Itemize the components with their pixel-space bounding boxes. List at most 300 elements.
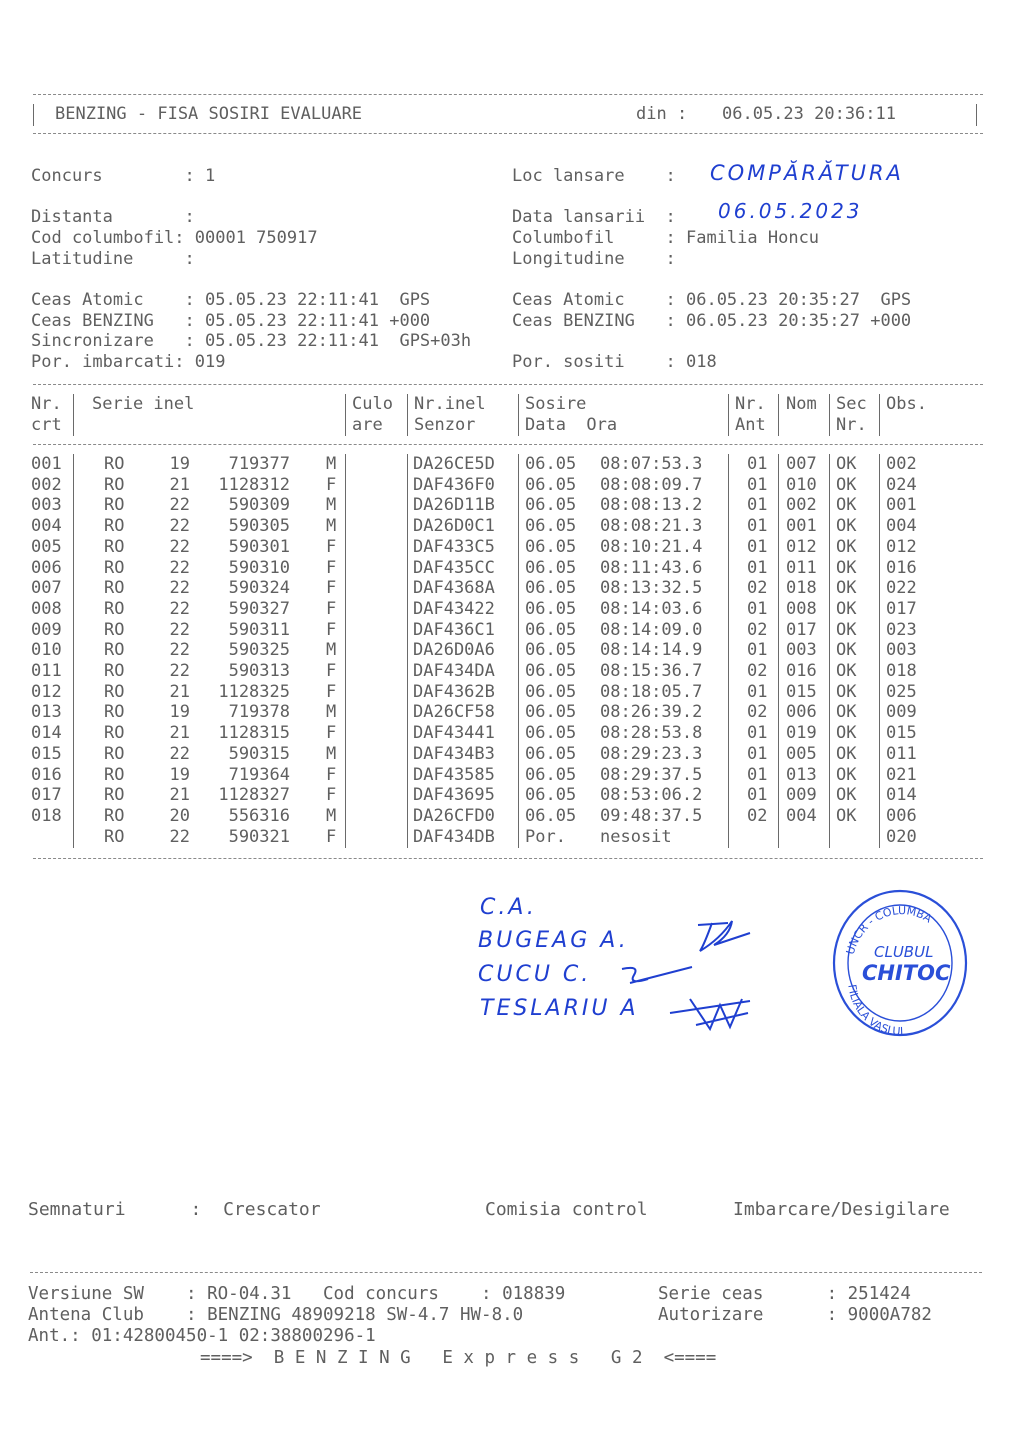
cell-nr: 016 [31, 764, 62, 785]
cell-ant: 01 [747, 516, 768, 537]
cell-sex: M [326, 805, 337, 826]
header-crt: crt [31, 415, 62, 435]
table-row [0, 475, 1024, 496]
cell-senzor: DA26CE5D [413, 454, 495, 474]
ceas-benzing-start: Ceas BENZING : 05.05.23 22:11:41 +000 [31, 311, 431, 331]
cell-ora: 08:13:32.5 [600, 578, 703, 599]
por-sositi: Por. sositi : 018 [512, 352, 717, 372]
cell-nom: 010 [786, 474, 817, 495]
cell-ant: 01 [747, 681, 768, 702]
cell-senzor: DAF434B3 [413, 743, 495, 764]
cell-obs: 003 [886, 640, 917, 661]
cell-nom: 009 [786, 785, 817, 806]
cell-data: 06.05 [525, 702, 577, 723]
cell-nom: 004 [786, 805, 817, 826]
cell-obs: 001 [886, 495, 917, 516]
table-row [0, 620, 1024, 641]
footer-top-rule [30, 1272, 982, 1273]
cell-sec: OK [836, 619, 857, 640]
cell-data: 06.05 [525, 516, 577, 537]
cell-tara: RO [104, 805, 125, 826]
cell-obs: 023 [886, 619, 917, 640]
cell-an: 21 [169, 474, 190, 495]
header-nr: Nr. [31, 394, 62, 414]
header-ant: Ant [735, 415, 766, 435]
cell-sec: OK [836, 598, 857, 619]
cell-obs: 025 [886, 681, 917, 702]
cell-senzor: DAF43441 [413, 723, 495, 744]
cell-nom: 011 [786, 557, 817, 578]
cell-data: 06.05 [525, 619, 577, 640]
cell-sex: M [326, 454, 337, 474]
cell-ant: 02 [747, 805, 768, 826]
cell-tara: RO [104, 578, 125, 599]
cell-sec: OK [836, 474, 857, 495]
cod-columbofil-line: Cod columbofil: 00001 750917 [31, 228, 318, 248]
ceas-atomic-start: Ceas Atomic : 05.05.23 22:11:41 GPS [31, 290, 431, 310]
cell-tara: RO [104, 557, 125, 578]
col-sep [829, 394, 830, 436]
cell-senzor: DA26D0A6 [413, 640, 495, 661]
col-sep [778, 394, 779, 436]
cell-sec: OK [836, 557, 857, 578]
distanta-line: Distanta : [31, 207, 195, 227]
cell-an: 22 [169, 598, 190, 619]
table-row [0, 723, 1024, 744]
cell-ant: 01 [747, 495, 768, 516]
cell-sec: OK [836, 578, 857, 599]
signature-scribbles [600, 895, 760, 1045]
cell-sex: F [326, 826, 337, 847]
sincronizare-line: Sincronizare : 05.05.23 22:11:41 GPS+03h [31, 331, 472, 351]
cell-nr: 013 [31, 702, 62, 723]
cell-data: 06.05 [525, 536, 577, 557]
cell-sex: F [326, 557, 337, 578]
cell-ora: 08:08:21.3 [600, 516, 703, 537]
cell-senzor: DAF43695 [413, 785, 495, 806]
cell-obs: 018 [886, 661, 917, 681]
header-sec-nr: Nr. [836, 415, 867, 435]
cell-nom: 005 [786, 743, 817, 764]
table-row [0, 599, 1024, 620]
cell-obs: 009 [886, 702, 917, 723]
table-row [0, 827, 1024, 848]
cell-ora: 08:53:06.2 [600, 785, 703, 806]
cell-tara: RO [104, 702, 125, 723]
din-value: 06.05.23 20:36:11 [722, 104, 896, 124]
cell-tara: RO [104, 536, 125, 557]
cell-sec: OK [836, 723, 857, 744]
cell-ant: 01 [747, 536, 768, 557]
header-sosire: Sosire [525, 394, 587, 414]
cell-data: 06.05 [525, 805, 577, 826]
ceas-benzing-end: Ceas BENZING : 06.05.23 20:35:27 +000 [512, 311, 912, 331]
cell-obs: 022 [886, 578, 917, 599]
cell-ant: 01 [747, 557, 768, 578]
svg-text:FILIALA VASLUI [845, 983, 903, 1038]
cell-an: 22 [169, 557, 190, 578]
footer-autorizare: Autorizare : 9000A782 [658, 1305, 932, 1325]
cell-ant: 01 [747, 454, 768, 474]
cell-senzor: DAF4368A [413, 578, 495, 599]
loc-lansare-label: Loc lansare : [512, 166, 676, 186]
footer-antene: Ant.: 01:42800450-1 02:38800296-1 [28, 1326, 376, 1346]
cell-data: 06.05 [525, 764, 577, 785]
header-culo: Culo [352, 394, 393, 414]
cell-obs: 016 [886, 557, 917, 578]
cell-nr: 018 [31, 805, 62, 826]
cell-ora: nesosit [600, 826, 672, 847]
cell-nr: 011 [31, 661, 62, 681]
cell-data: 06.05 [525, 454, 577, 474]
cell-obs: 006 [886, 805, 917, 826]
cell-senzor: DA26CFD0 [413, 805, 495, 826]
cell-ant: 01 [747, 598, 768, 619]
cell-an: 19 [169, 454, 190, 474]
cell-sex: F [326, 474, 337, 495]
cell-nom: 018 [786, 578, 817, 599]
cell-nom: 006 [786, 702, 817, 723]
cell-tara: RO [104, 598, 125, 619]
header-sec: Sec [836, 394, 867, 414]
cell-data: 06.05 [525, 640, 577, 661]
columbofil-line: Columbofil : Familia Honcu [512, 228, 820, 248]
cell-senzor: DAF43422 [413, 598, 495, 619]
cell-data: 06.05 [525, 598, 577, 619]
cell-an: 21 [169, 681, 190, 702]
table-row [0, 516, 1024, 537]
imbarcare-label: Imbarcare/Desigilare [733, 1199, 950, 1220]
cell-data: 06.05 [525, 474, 577, 495]
cell-an: 22 [169, 743, 190, 764]
cell-sex: F [326, 681, 337, 702]
ceas-atomic-end: Ceas Atomic : 06.05.23 20:35:27 GPS [512, 290, 912, 310]
table-top-rule [33, 384, 983, 385]
cell-nr: 014 [31, 723, 62, 744]
cell-an: 22 [169, 516, 190, 537]
cell-nom: 019 [786, 723, 817, 744]
cell-inel: 1128327 [218, 785, 290, 806]
latitudine-line: Latitudine : [31, 249, 195, 269]
cell-sec: OK [836, 743, 857, 764]
footer-versiune: Versiune SW : RO-04.31 Cod concurs : 018839 [28, 1284, 566, 1304]
cell-data: 06.05 [525, 723, 577, 744]
cell-nom: 003 [786, 640, 817, 661]
cell-tara: RO [104, 619, 125, 640]
cell-an: 21 [169, 785, 190, 806]
cell-obs: 024 [886, 474, 917, 495]
cell-ant: 01 [747, 640, 768, 661]
footer-antena-club: Antena Club : BENZING 48909218 SW-4.7 HW-8.0 [28, 1305, 524, 1325]
header-serie-inel: Serie inel [92, 394, 195, 414]
cell-sec: OK [836, 681, 857, 702]
table-row [0, 765, 1024, 786]
header-right-bar [976, 104, 977, 126]
cell-inel: 590315 [228, 743, 290, 764]
cell-ora: 08:08:09.7 [600, 474, 703, 495]
cell-senzor: DAF434DB [413, 826, 495, 847]
cell-tara: RO [104, 474, 125, 495]
table-row [0, 806, 1024, 827]
header-are: are [352, 415, 383, 435]
cell-data: 06.05 [525, 661, 577, 681]
club-stamp [830, 885, 970, 1040]
cell-nr: 017 [31, 785, 62, 806]
cell-an: 22 [169, 495, 190, 516]
cell-obs: 017 [886, 598, 917, 619]
cell-nr: 010 [31, 640, 62, 661]
header-nr-inel: Nr.inel [414, 394, 486, 414]
cell-sex: F [326, 578, 337, 599]
table-row [0, 640, 1024, 661]
table-header-rule [33, 444, 983, 445]
cell-ora: 08:14:03.6 [600, 598, 703, 619]
cell-obs: 002 [886, 454, 917, 474]
table-row [0, 661, 1024, 682]
cell-ora: 08:29:23.3 [600, 743, 703, 764]
cell-inel: 590309 [228, 495, 290, 516]
cell-obs: 012 [886, 536, 917, 557]
cell-data: 06.05 [525, 495, 577, 516]
cell-sex: F [326, 723, 337, 744]
cell-inel: 590311 [228, 619, 290, 640]
cell-data: 06.05 [525, 681, 577, 702]
table-row [0, 558, 1024, 579]
stamp-top-text: UNCR - COLUMBA [843, 904, 935, 956]
cell-data: 06.05 [525, 785, 577, 806]
cell-sex: M [326, 702, 337, 723]
cell-senzor: DAF436F0 [413, 474, 495, 495]
cell-ora: 08:11:43.6 [600, 557, 703, 578]
cell-sex: M [326, 743, 337, 764]
handwritten-name-1: BUGEAG A. [478, 928, 629, 953]
cell-inel: 719378 [228, 702, 290, 723]
footer-serie-ceas: Serie ceas : 251424 [658, 1284, 911, 1304]
cell-nom: 001 [786, 516, 817, 537]
cell-ora: 08:07:53.3 [600, 454, 703, 474]
cell-nr: 002 [31, 474, 62, 495]
por-imbarcati: Por. imbarcati: 019 [31, 352, 226, 372]
cell-tara: RO [104, 516, 125, 537]
cell-tara: RO [104, 495, 125, 516]
handwritten-name-3: TESLARIU A [480, 996, 639, 1021]
cell-inel: 590305 [228, 516, 290, 537]
cell-ant: 01 [747, 743, 768, 764]
cell-an: 19 [169, 702, 190, 723]
cell-sex: F [326, 764, 337, 785]
cell-ant: 02 [747, 702, 768, 723]
cell-nr: 012 [31, 681, 62, 702]
cell-nr: 008 [31, 598, 62, 619]
cell-obs: 021 [886, 764, 917, 785]
table-row [0, 744, 1024, 765]
table-row [0, 578, 1024, 599]
cell-sex: F [326, 536, 337, 557]
cell-ora: 08:15:36.7 [600, 661, 703, 681]
table-row [0, 785, 1024, 806]
cell-sec: OK [836, 640, 857, 661]
loc-lansare-handwritten: COMPĂRĂTURA [710, 161, 904, 185]
cell-nom: 017 [786, 619, 817, 640]
concurs-line: Concurs : 1 [31, 166, 216, 186]
header-left-bar [33, 104, 34, 126]
cell-nr: 003 [31, 495, 62, 516]
cell-nom: 007 [786, 454, 817, 474]
cell-nr: 015 [31, 743, 62, 764]
header-nom: Nom [786, 394, 817, 414]
longitudine-line: Longitudine : [512, 249, 676, 269]
cell-sex: M [326, 640, 337, 661]
cell-sec: OK [836, 661, 857, 681]
handwritten-ca: C.A. [480, 895, 537, 920]
table-row [0, 682, 1024, 703]
handwritten-name-2: CUCU C. [478, 962, 592, 987]
comisia-control-label: Comisia control [485, 1199, 648, 1220]
header-bottom-rule [33, 133, 983, 134]
cell-senzor: DAF435CC [413, 557, 495, 578]
cell-ora: 08:10:21.4 [600, 536, 703, 557]
cell-inel: 719377 [228, 454, 290, 474]
data-lansarii-handwritten: 06.05.2023 [718, 199, 863, 223]
cell-inel: 1128325 [218, 681, 290, 702]
header-top-rule [33, 94, 983, 95]
cell-data: 06.05 [525, 578, 577, 599]
cell-senzor: DAF4362B [413, 681, 495, 702]
cell-inel: 590324 [228, 578, 290, 599]
cell-tara: RO [104, 681, 125, 702]
table-row [0, 454, 1024, 475]
cell-sex: F [326, 661, 337, 681]
cell-nr: 007 [31, 578, 62, 599]
cell-nom: 016 [786, 661, 817, 681]
cell-sex: F [326, 785, 337, 806]
cell-inel: 556316 [228, 805, 290, 826]
cell-an: 22 [169, 619, 190, 640]
table-row [0, 495, 1024, 516]
cell-nr: 001 [31, 454, 62, 474]
cell-ora: 08:14:14.9 [600, 640, 703, 661]
cell-ora: 08:14:09.0 [600, 619, 703, 640]
cell-inel: 590325 [228, 640, 290, 661]
cell-sec: OK [836, 454, 857, 474]
cell-nr: 005 [31, 536, 62, 557]
cell-nom: 015 [786, 681, 817, 702]
col-sep [407, 394, 408, 436]
cell-ora: 09:48:37.5 [600, 805, 703, 826]
cell-sex: M [326, 516, 337, 537]
cell-an: 22 [169, 826, 190, 847]
col-sep [345, 394, 346, 436]
cell-ora: 08:28:53.8 [600, 723, 703, 744]
table-bottom-rule [33, 858, 983, 859]
cell-nom: 013 [786, 764, 817, 785]
cell-inel: 590301 [228, 536, 290, 557]
cell-senzor: DAF436C1 [413, 619, 495, 640]
table-row [0, 537, 1024, 558]
col-sep [73, 394, 74, 436]
cell-ant: 01 [747, 785, 768, 806]
cell-ora: 08:08:13.2 [600, 495, 703, 516]
header-nr-ant: Nr. [735, 394, 766, 414]
cell-sex: F [326, 598, 337, 619]
cell-ant: 01 [747, 474, 768, 495]
cell-ant: 01 [747, 764, 768, 785]
cell-an: 22 [169, 661, 190, 681]
stamp-center-2: CHITOC [862, 961, 951, 985]
header-data-ora: Data Ora [525, 415, 618, 435]
semnaturi-label: Semnaturi : Crescator [28, 1199, 321, 1220]
stamp-bottom-text: FILIALA VASLUI [845, 983, 904, 1039]
cell-data: 06.05 [525, 743, 577, 764]
cell-sec: OK [836, 516, 857, 537]
col-sep [728, 394, 729, 436]
cell-nr: 006 [31, 557, 62, 578]
cell-obs: 014 [886, 785, 917, 806]
cell-tara: RO [104, 764, 125, 785]
cell-tara: RO [104, 640, 125, 661]
cell-ora: 08:29:37.5 [600, 764, 703, 785]
stamp-center-1: CLUBUL [874, 943, 934, 961]
cell-inel: 1128315 [218, 723, 290, 744]
cell-nr: 009 [31, 619, 62, 640]
table-row [0, 702, 1024, 723]
cell-senzor: DAF433C5 [413, 536, 495, 557]
cell-sec: OK [836, 785, 857, 806]
cell-sex: M [326, 495, 337, 516]
cell-nr: 004 [31, 516, 62, 537]
cell-data: Por. [525, 826, 566, 847]
cell-ant: 01 [747, 723, 768, 744]
cell-ant: 02 [747, 661, 768, 681]
cell-an: 22 [169, 536, 190, 557]
cell-sec: OK [836, 702, 857, 723]
cell-sex: F [326, 619, 337, 640]
cell-nom: 012 [786, 536, 817, 557]
cell-an: 20 [169, 805, 190, 826]
cell-tara: RO [104, 661, 125, 681]
cell-sec: OK [836, 805, 857, 826]
cell-inel: 590310 [228, 557, 290, 578]
data-lansarii-label: Data lansarii : [512, 207, 676, 227]
cell-ora: 08:26:39.2 [600, 702, 703, 723]
cell-an: 19 [169, 764, 190, 785]
footer-brand: ====> B E N Z I N G E x p r e s s G 2 <==== [200, 1348, 717, 1368]
cell-ant: 02 [747, 619, 768, 640]
din-label: din : [636, 104, 688, 124]
cell-inel: 590313 [228, 661, 290, 681]
cell-sec: OK [836, 764, 857, 785]
cell-senzor: DA26CF58 [413, 702, 495, 723]
header-senzor: Senzor [414, 415, 476, 435]
report-title: BENZING - FISA SOSIRI EVALUARE [55, 104, 363, 124]
cell-sec: OK [836, 495, 857, 516]
cell-ant: 02 [747, 578, 768, 599]
col-sep [518, 394, 519, 436]
cell-tara: RO [104, 454, 125, 474]
cell-an: 21 [169, 723, 190, 744]
cell-obs: 011 [886, 743, 917, 764]
cell-senzor: DAF43585 [413, 764, 495, 785]
cell-tara: RO [104, 743, 125, 764]
cell-inel: 719364 [228, 764, 290, 785]
cell-obs: 020 [886, 826, 917, 847]
cell-senzor: DAF434DA [413, 661, 495, 681]
cell-senzor: DA26D11B [413, 495, 495, 516]
cell-nom: 002 [786, 495, 817, 516]
cell-tara: RO [104, 785, 125, 806]
cell-obs: 015 [886, 723, 917, 744]
cell-an: 22 [169, 640, 190, 661]
